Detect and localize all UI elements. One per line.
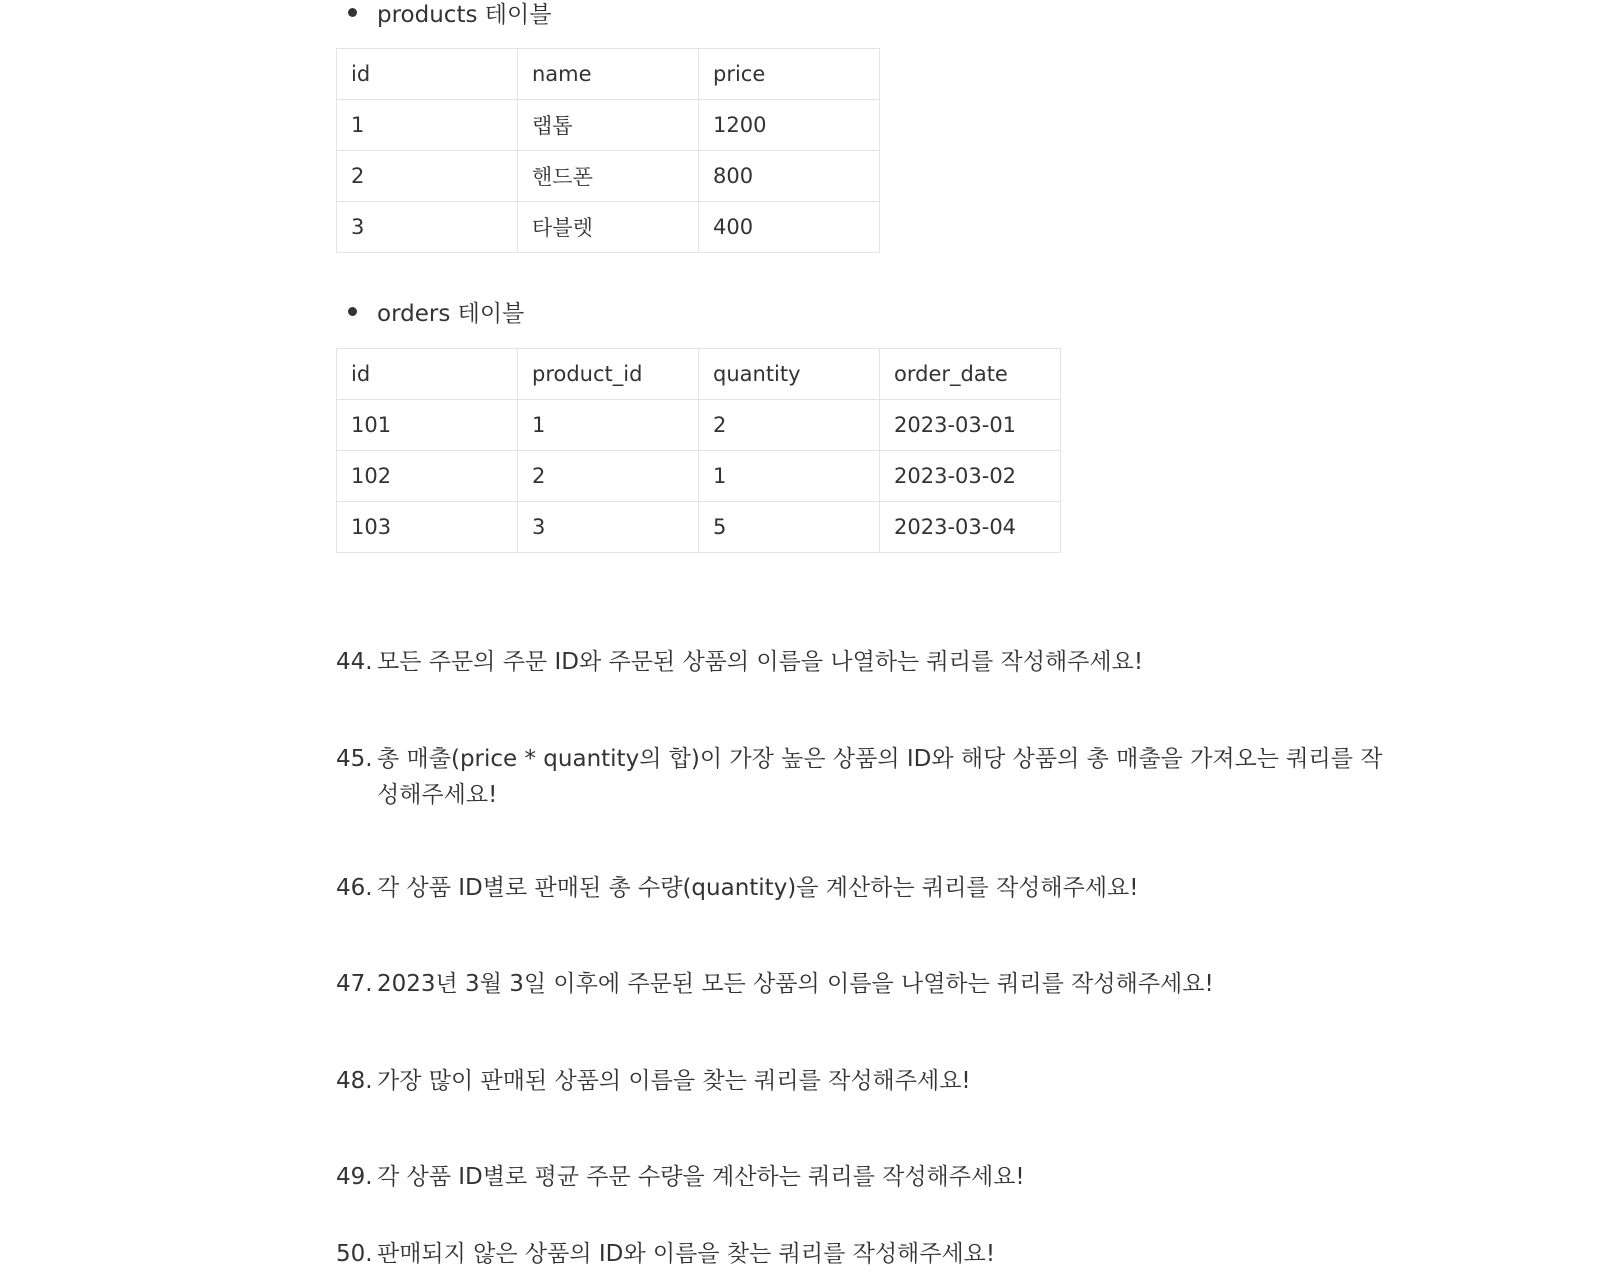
question-text: 판매되지 않은 상품의 ID와 이름을 찾는 쿼리를 작성해주세요!: [377, 1241, 996, 1267]
question-number: 50.: [336, 1241, 373, 1267]
question-number: 48.: [336, 1068, 373, 1094]
question-text: 각 상품 ID별로 판매된 총 수량(quantity)을 계산하는 쿼리를 작성해주세요!: [377, 875, 1139, 901]
table-cell: 2: [337, 151, 518, 202]
question-number: 44.: [336, 649, 373, 675]
table-cell: 102: [337, 451, 518, 502]
table-cell: 1: [699, 451, 880, 502]
table-header-row: [337, 349, 1061, 400]
question-item: [336, 1063, 1396, 1099]
table-cell: 103: [337, 502, 518, 553]
table-header-cell: price: [699, 49, 880, 100]
table-header-cell: id: [337, 349, 518, 400]
orders-heading-text: orders 테이블: [377, 300, 525, 327]
table-cell: 2023-03-02: [880, 451, 1061, 502]
table-cell: 1200: [699, 100, 880, 151]
table-cell: 핸드폰: [518, 151, 699, 202]
table-header-cell: id: [337, 49, 518, 100]
question-number: 49.: [336, 1164, 373, 1190]
question-number: 46.: [336, 875, 373, 901]
orders-heading: [336, 296, 524, 326]
question-item: [336, 741, 1396, 813]
table-row: [337, 400, 1061, 451]
table-cell: 3: [518, 502, 699, 553]
table-cell: 2023-03-04: [880, 502, 1061, 553]
table-row: [337, 202, 880, 253]
table-row: [337, 100, 880, 151]
table-header-cell: order_date: [880, 349, 1061, 400]
table-cell: 2: [699, 400, 880, 451]
table-header-row: [337, 49, 880, 100]
table-header-cell: product_id: [518, 349, 699, 400]
table-cell: 타블렛: [518, 202, 699, 253]
table-cell: 101: [337, 400, 518, 451]
question-text: 각 상품 ID별로 평균 주문 수량을 계산하는 쿼리를 작성해주세요!: [377, 1164, 1025, 1190]
table-cell: 2023-03-01: [880, 400, 1061, 451]
products-heading: [336, 0, 551, 27]
question-text: 총 매출(price * quantity의 합)이 가장 높은 상품의 ID와 해당 상품의 총 매출을 가져오는 쿼리를 작성해주세요!: [377, 746, 1383, 808]
table-cell: 2: [518, 451, 699, 502]
question-number: 45.: [336, 746, 373, 772]
question-item: [336, 870, 1396, 906]
table-cell: 3: [337, 202, 518, 253]
question-item: [336, 644, 1396, 680]
question-text: 모든 주문의 주문 ID와 주문된 상품의 이름을 나열하는 쿼리를 작성해주세요!: [377, 649, 1144, 675]
table-cell: 400: [699, 202, 880, 253]
table-cell: 1: [337, 100, 518, 151]
table-cell: 랩톱: [518, 100, 699, 151]
table-row: [337, 151, 880, 202]
table-cell: 800: [699, 151, 880, 202]
bullet-icon: [348, 8, 357, 17]
question-item: [336, 1159, 1396, 1195]
question-text: 2023년 3월 3일 이후에 주문된 모든 상품의 이름을 나열하는 쿼리를 작성해주세요!: [377, 971, 1214, 997]
table-cell: 5: [699, 502, 880, 553]
products-table: [336, 48, 880, 253]
question-item: [336, 966, 1396, 1002]
question-text: 가장 많이 판매된 상품의 이름을 찾는 쿼리를 작성해주세요!: [377, 1068, 971, 1094]
table-row: [337, 451, 1061, 502]
question-item: [336, 1236, 1396, 1272]
products-heading-text: products 테이블: [377, 1, 552, 28]
table-header-cell: quantity: [699, 349, 880, 400]
question-number: 47.: [336, 971, 373, 997]
orders-table: [336, 348, 1061, 553]
table-cell: 1: [518, 400, 699, 451]
table-header-cell: name: [518, 49, 699, 100]
bullet-icon: [348, 307, 357, 316]
table-row: [337, 502, 1061, 553]
